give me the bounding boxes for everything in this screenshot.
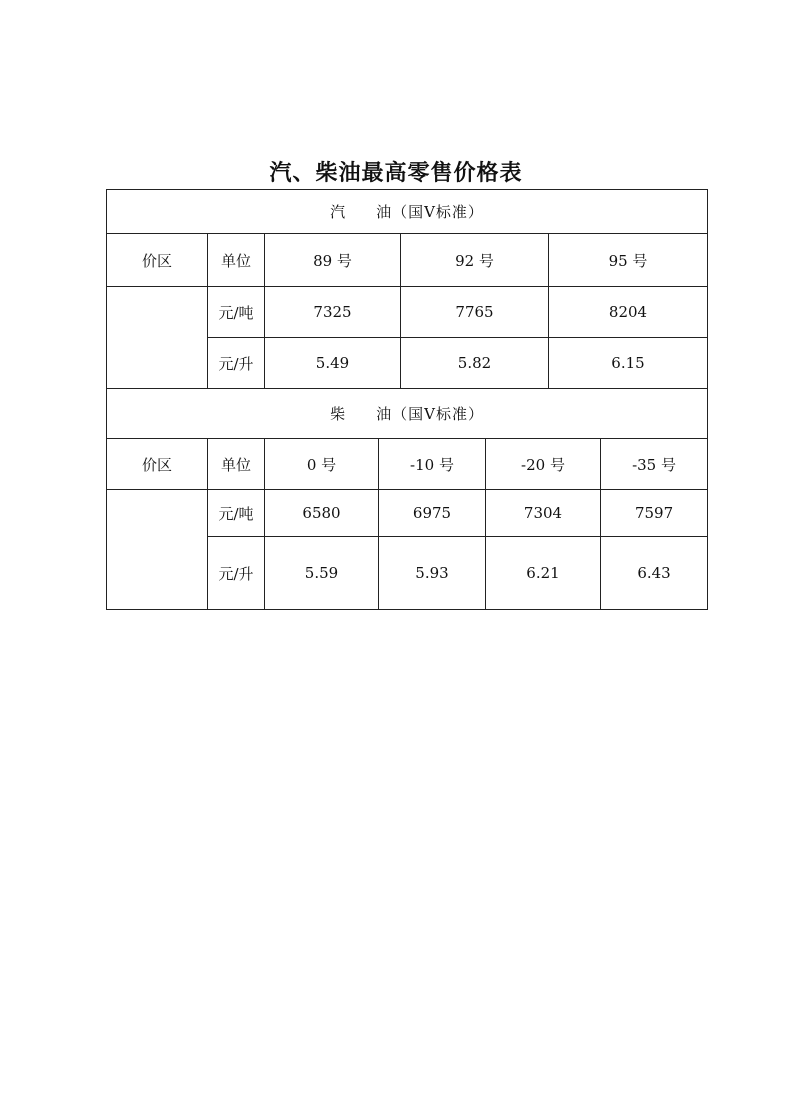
unit-cell: 元/吨 — [208, 287, 265, 338]
unit-cell: 元/升 — [208, 338, 265, 389]
gasoline-region-cell — [107, 287, 208, 389]
price-cell: 5.49 — [265, 338, 401, 389]
price-cell: 5.93 — [379, 537, 486, 610]
price-cell: 7325 — [265, 287, 401, 338]
table-row — [107, 490, 708, 537]
diesel-unit-header: 单位 — [208, 439, 265, 490]
price-cell: 8204 — [549, 287, 708, 338]
diesel-grade-minus35: -35 号 — [601, 439, 708, 490]
price-cell: 6.43 — [601, 537, 708, 610]
gasoline-grade-89: 89 号 — [265, 234, 401, 287]
diesel-region-header: 价区 — [107, 439, 208, 490]
price-cell: 6.21 — [486, 537, 601, 610]
gasoline-section-name-1: 汽 — [330, 203, 347, 221]
gasoline-price-table — [106, 189, 708, 389]
page-title: 汽、柴油最高零售价格表 — [269, 160, 523, 186]
price-cell: 7304 — [486, 490, 601, 537]
diesel-section-title — [107, 389, 708, 439]
price-cell: 7765 — [401, 287, 549, 338]
gasoline-unit-header: 单位 — [208, 234, 265, 287]
diesel-grade-0: 0 号 — [265, 439, 379, 490]
gasoline-section-name-2: 油（国Ⅴ标准） — [376, 203, 484, 221]
unit-cell: 元/吨 — [208, 490, 265, 537]
diesel-price-table — [106, 388, 708, 610]
diesel-grade-minus10: -10 号 — [379, 439, 486, 490]
gasoline-grade-95: 95 号 — [549, 234, 708, 287]
diesel-grade-minus20: -20 号 — [486, 439, 601, 490]
price-cell: 6975 — [379, 490, 486, 537]
unit-cell: 元/升 — [208, 537, 265, 610]
price-cell: 5.82 — [401, 338, 549, 389]
diesel-section-name-1: 柴 — [330, 405, 347, 423]
diesel-region-cell — [107, 490, 208, 610]
gasoline-region-header: 价区 — [107, 234, 208, 287]
gasoline-section-title — [107, 190, 708, 234]
price-cell: 5.59 — [265, 537, 379, 610]
gasoline-grade-92: 92 号 — [401, 234, 549, 287]
price-cell: 6580 — [265, 490, 379, 537]
price-cell: 7597 — [601, 490, 708, 537]
price-cell: 6.15 — [549, 338, 708, 389]
diesel-section-name-2: 油（国Ⅴ标准） — [376, 405, 484, 423]
table-row — [107, 287, 708, 338]
